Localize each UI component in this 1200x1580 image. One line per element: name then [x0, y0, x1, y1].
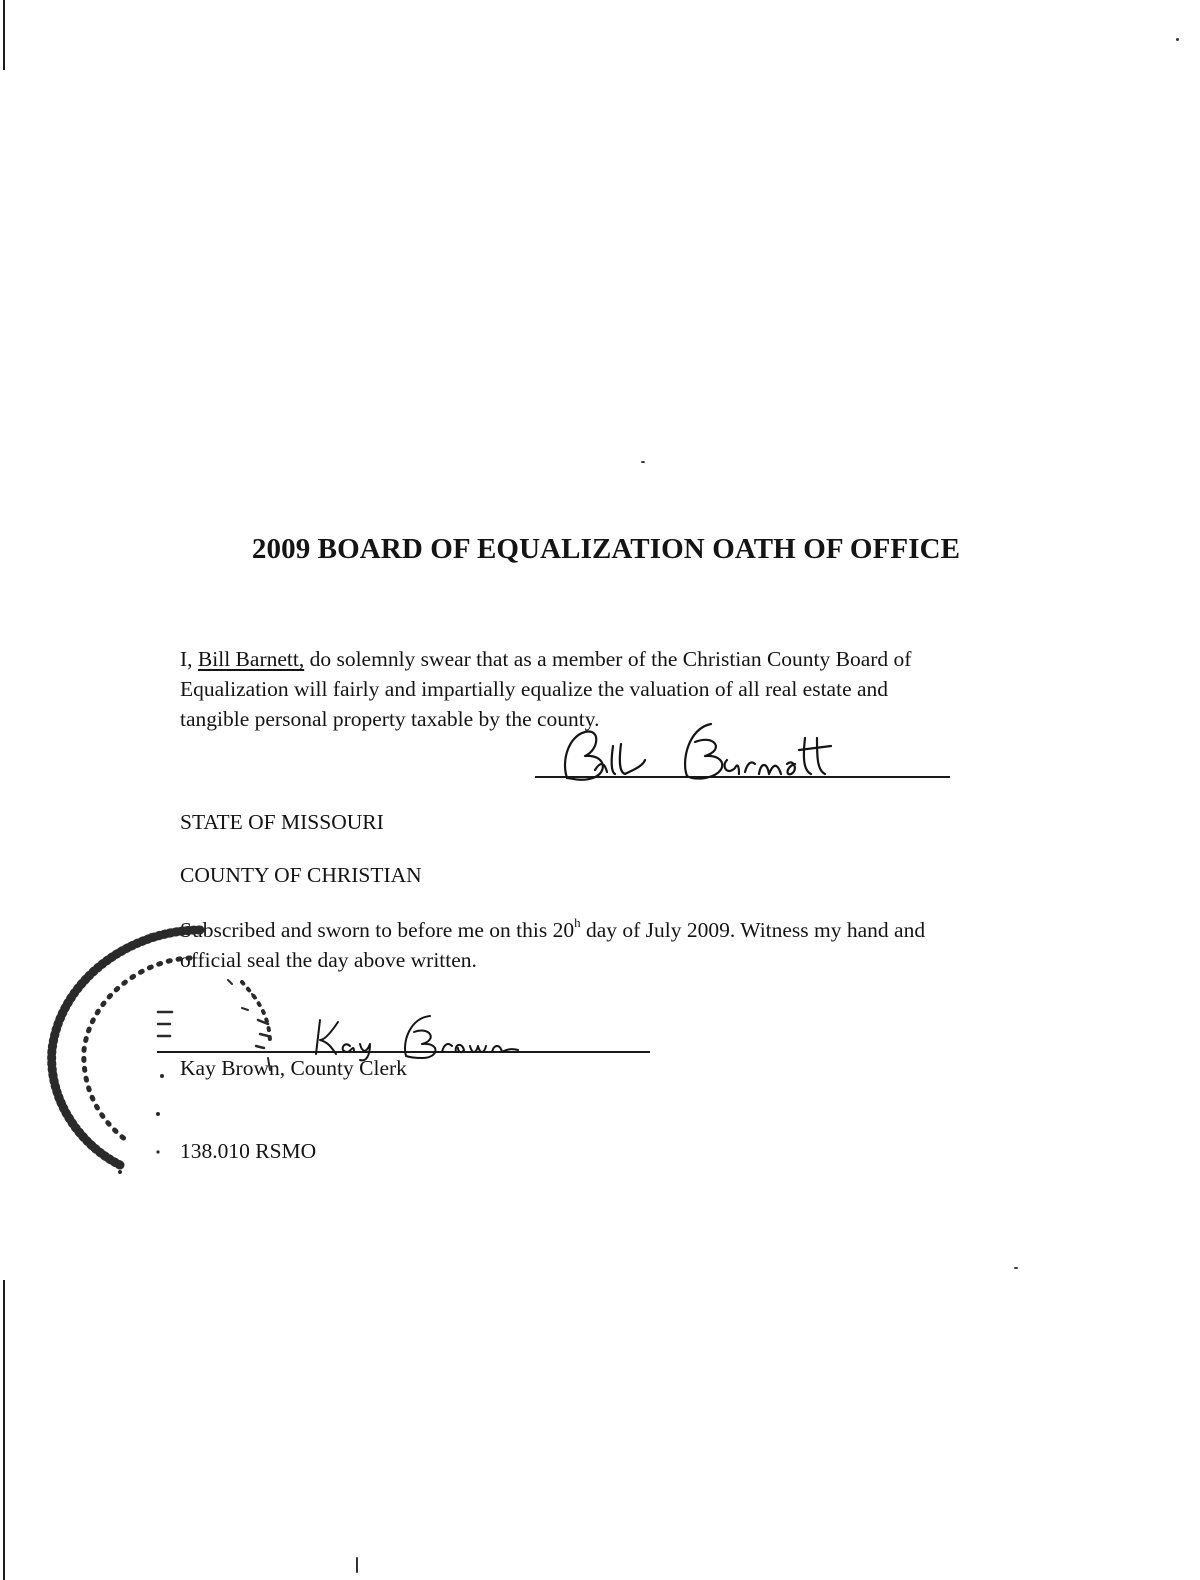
- scan-speck: [641, 461, 645, 463]
- oath-line-2: Equalization will fairly and impartially equalize the valuation of all real estate and: [180, 677, 889, 701]
- county-seal: [30, 920, 290, 1180]
- member-signature: [555, 720, 855, 790]
- oath-line-1: I, Bill Barnett, do solemnly swear that as a member of the Christian County Board of: [180, 647, 912, 671]
- day-suffix: h: [574, 915, 581, 930]
- document-title: 2009 BOARD OF EQUALIZATION OATH OF OFFICE: [251, 533, 961, 565]
- county-caption: COUNTY OF CHRISTIAN: [180, 863, 422, 887]
- scan-speck: [356, 1557, 358, 1573]
- scan-edge-top: [3, 0, 5, 70]
- clerk-signature: [310, 1012, 550, 1062]
- oath-line-3: tangible personal property taxable by the county.: [180, 707, 600, 731]
- jurat-line-2: official seal the day above written.: [180, 948, 477, 972]
- scan-speck: [1176, 38, 1179, 41]
- statute-reference: 138.010 RSMO: [180, 1139, 317, 1163]
- scan-speck: [1014, 1267, 1018, 1269]
- clerk-name: Kay Brown, County Clerk: [180, 1056, 407, 1080]
- state-caption: STATE OF MISSOURI: [180, 810, 384, 834]
- jurat-line-1: Subscribed and sworn to before me on this 20$^h$ day of July 2009. Witness my hand and: [180, 915, 926, 942]
- scan-edge-bottom: [3, 1280, 5, 1580]
- member-name: Bill Barnett,: [197, 647, 305, 671]
